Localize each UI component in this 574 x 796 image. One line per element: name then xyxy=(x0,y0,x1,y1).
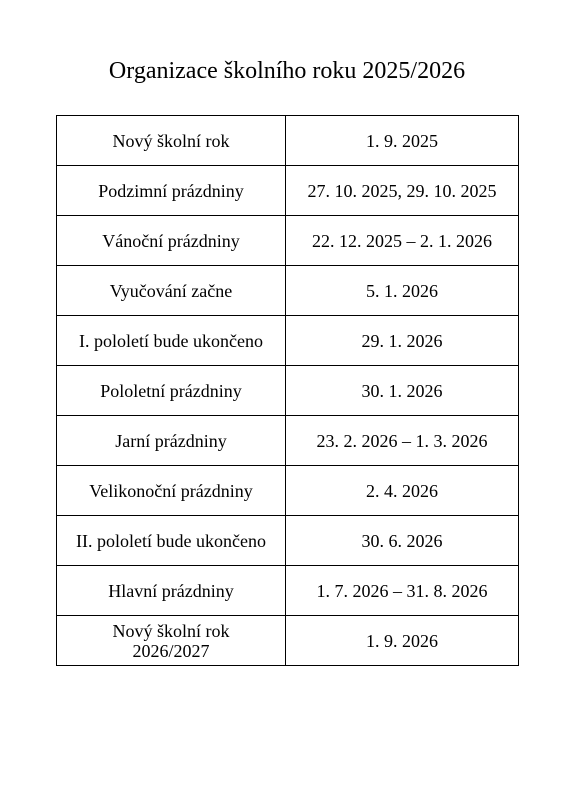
event-label: Jarní prázdniny xyxy=(115,430,227,451)
event-label-cell xyxy=(57,566,286,616)
document-title: Organizace školního roku 2025/2026 xyxy=(108,58,466,84)
event-label: Vánoční prázdniny xyxy=(102,230,240,251)
event-label-cell xyxy=(57,166,286,216)
event-label-cell xyxy=(57,516,286,566)
event-date-cell: 5. 1. 2026 xyxy=(286,266,519,316)
table-row xyxy=(57,366,519,416)
event-label: Nový školní rok xyxy=(112,130,230,151)
table-row xyxy=(57,566,519,616)
event-label-cell xyxy=(57,116,286,166)
event-date-cell: 30. 6. 2026 xyxy=(286,516,519,566)
event-date-cell: 22. 12. 2025 – 2. 1. 2026 xyxy=(286,216,519,266)
event-date-cell: 1. 7. 2026 – 31. 8. 2026 xyxy=(286,566,519,616)
event-label-cell xyxy=(57,366,286,416)
event-label-cell xyxy=(57,316,286,366)
event-label: I. pololetí bude ukončeno xyxy=(79,330,263,351)
event-label: Vyučování začne xyxy=(109,280,233,301)
table-row xyxy=(57,516,519,566)
event-label: Podzimní prázdniny xyxy=(98,180,244,201)
table-row xyxy=(57,166,519,216)
event-label-line-2: 2026/2027 xyxy=(132,640,210,661)
event-date-cell: 27. 10. 2025, 29. 10. 2025 xyxy=(286,166,519,216)
event-label: Pololetní prázdniny xyxy=(100,380,242,401)
table-row xyxy=(57,416,519,466)
event-label-cell xyxy=(57,466,286,516)
event-date-cell: 23. 2. 2026 – 1. 3. 2026 xyxy=(286,416,519,466)
event-date-cell: 1. 9. 2025 xyxy=(286,116,519,166)
table-row xyxy=(57,316,519,366)
event-date-cell: 1. 9. 2026 xyxy=(286,616,519,666)
table-row xyxy=(57,266,519,316)
event-label: II. pololetí bude ukončeno xyxy=(76,530,266,551)
event-label-cell xyxy=(57,266,286,316)
event-label: Hlavní prázdniny xyxy=(108,580,234,601)
event-date-cell: 29. 1. 2026 xyxy=(286,316,519,366)
event-label-line-1: Nový školní rok xyxy=(112,620,230,641)
table-row xyxy=(57,116,519,166)
table-row xyxy=(57,466,519,516)
event-label-cell xyxy=(57,616,286,666)
table-row xyxy=(57,216,519,266)
event-label-cell xyxy=(57,216,286,266)
table-row xyxy=(57,616,519,666)
event-label-cell xyxy=(57,416,286,466)
event-date-cell: 2. 4. 2026 xyxy=(286,466,519,516)
event-date-cell: 30. 1. 2026 xyxy=(286,366,519,416)
event-label: Velikonoční prázdniny xyxy=(89,480,253,501)
school-year-schedule-table xyxy=(56,115,519,666)
